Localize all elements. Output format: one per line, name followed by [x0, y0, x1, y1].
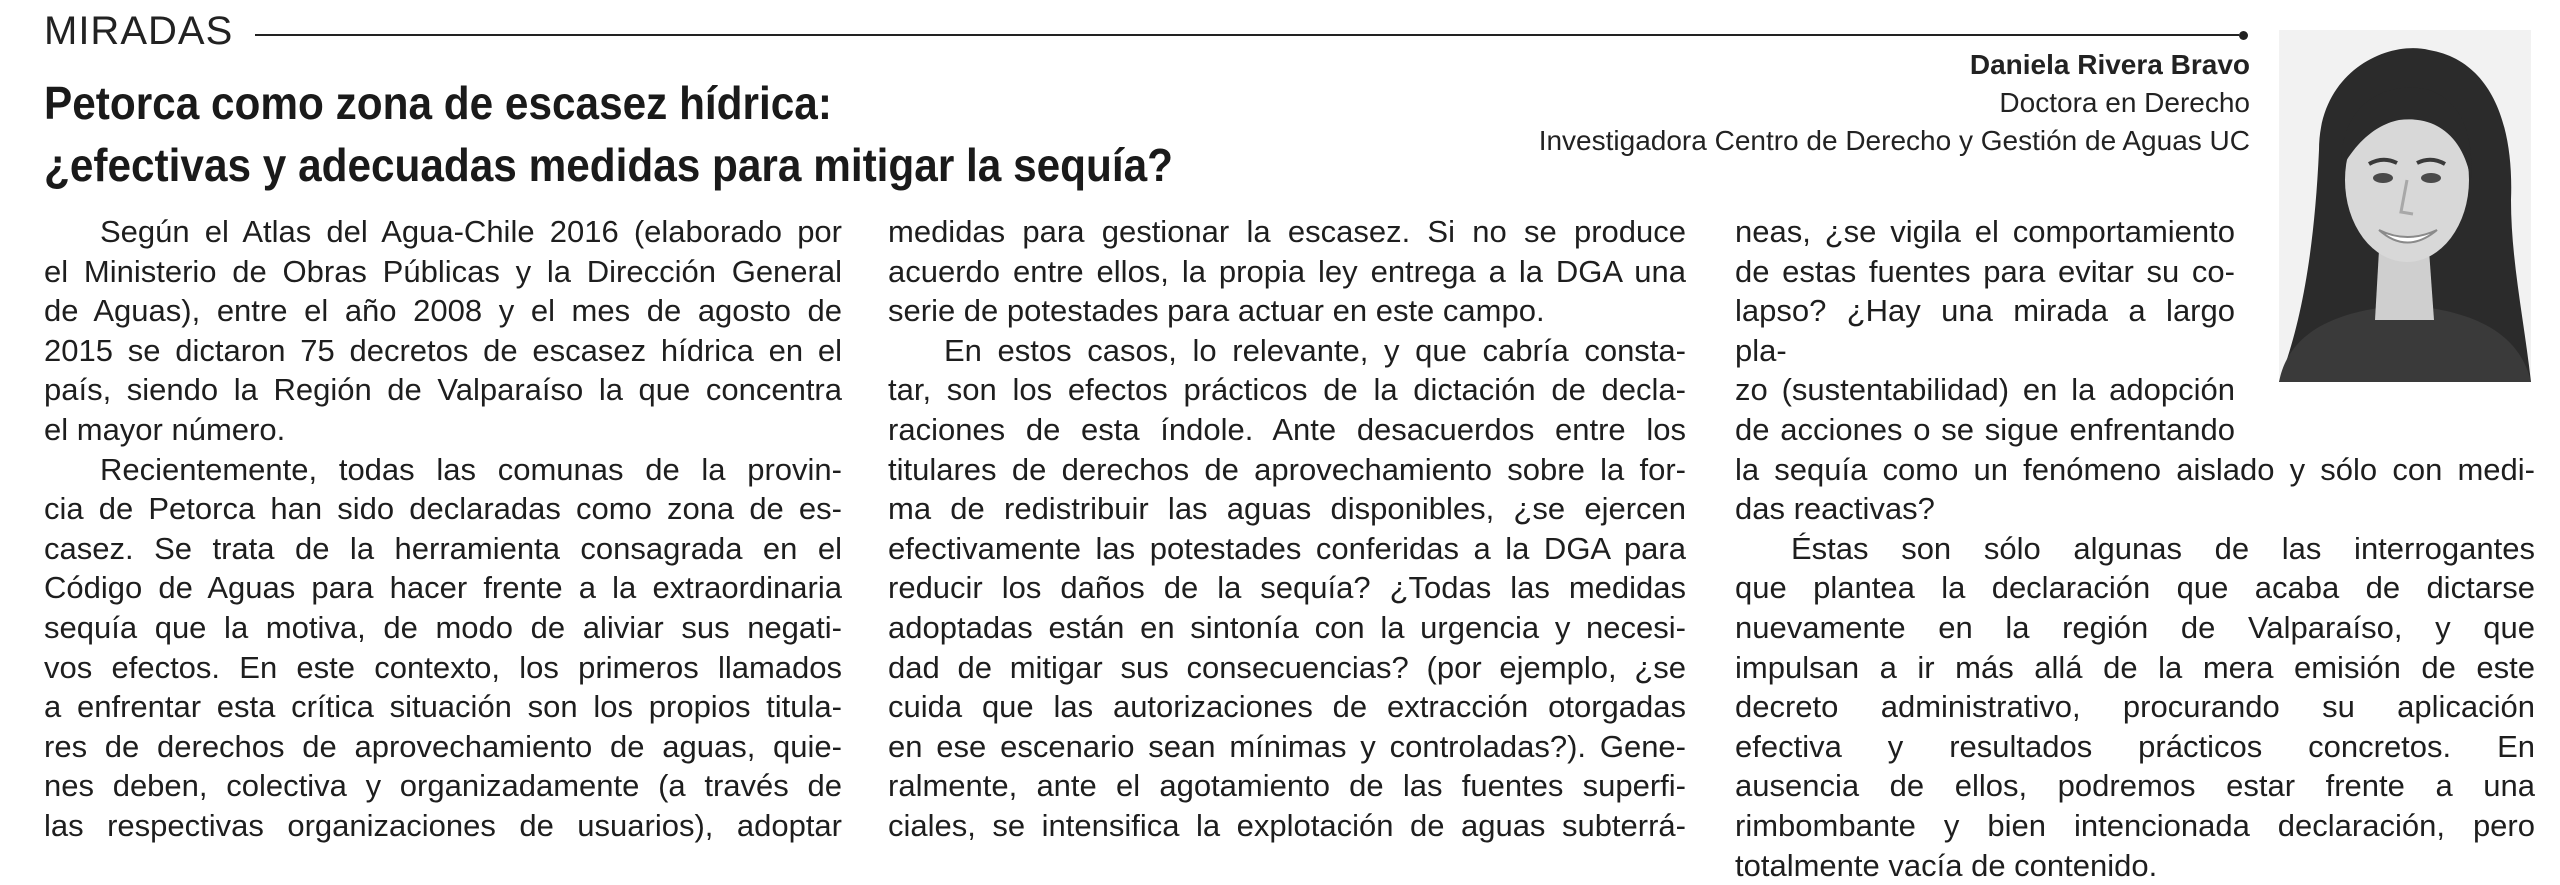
text-line: tar, son los efectos prácticos de la dictación de decla- — [888, 370, 1686, 410]
text-line: ralmente, ante el agotamiento de las fuentes superfi- — [888, 766, 1686, 806]
article-column-1 — [44, 212, 842, 846]
text-line: 2015 se dictaron 75 decretos de escasez hídrica en el — [44, 331, 842, 371]
text-line: nuevamente en la región de Valparaíso, y que — [1735, 608, 2535, 648]
text-line: en ese escenario sean mínimas y controladas?). Gene- — [888, 727, 1686, 767]
text-line: zo (sustentabilidad) en la adopción — [1735, 370, 2235, 410]
text-line: sequía que la motiva, de modo de aliviar sus negati- — [44, 608, 842, 648]
text-line: totalmente vacía de contenido. — [1735, 846, 2535, 885]
author-degree: Doctora en Derecho — [1539, 84, 2250, 122]
article-column-3 — [1735, 212, 2535, 885]
text-line: neas, ¿se vigila el comportamiento — [1735, 212, 2235, 252]
text-line: nes deben, colectiva y organizadamente (a través de — [44, 766, 842, 806]
text-line: cuida que las autorizaciones de extracción otorgadas — [888, 687, 1686, 727]
text-line: acuerdo entre ellos, la propia ley entrega a la DGA una — [888, 252, 1686, 292]
text-line: raciones de esta índole. Ante desacuerdos entre los — [888, 410, 1686, 450]
text-line: el mayor número. — [44, 410, 842, 450]
text-line: a enfrentar esta crítica situación son los propios titula- — [44, 687, 842, 727]
text-line: reducir los daños de la sequía? ¿Todas las medidas — [888, 568, 1686, 608]
headline-line-1: Petorca como zona de escasez hídrica: — [44, 72, 1332, 134]
text-line: decreto administrativo, procurando su aplicación — [1735, 687, 2535, 727]
text-line: rimbombante y bien intencionada declaración, pero — [1735, 806, 2535, 846]
text-line: titulares de derechos de aprovechamiento sobre la for- — [888, 450, 1686, 490]
headline-line-2: ¿efectivas y adecuadas medidas para mitigar la sequía? — [44, 134, 1332, 196]
text-line: Código de Aguas para hacer frente a la extraordinaria — [44, 568, 842, 608]
text-line: ciales, se intensifica la explotación de aguas subterrá- — [888, 806, 1686, 846]
author-affiliation: Investigadora Centro de Derecho y Gestión de Aguas UC — [1539, 122, 2250, 160]
author-byline — [1539, 46, 2250, 160]
text-line: las respectivas organizaciones de usuarios), adoptar — [44, 806, 842, 846]
text-line: medidas para gestionar la escasez. Si no se produce — [888, 212, 1686, 252]
author-name: Daniela Rivera Bravo — [1539, 46, 2250, 84]
text-line: ausencia de ellos, podremos estar frente a una — [1735, 766, 2535, 806]
section-label: MIRADAS — [44, 6, 233, 56]
text-line: En estos casos, lo relevante, y que cabría consta- — [888, 331, 1686, 371]
section-rule-dot — [2239, 31, 2248, 40]
text-line: res de derechos de aprovechamiento de aguas, quie- — [44, 727, 842, 767]
text-line: serie de potestades para actuar en este campo. — [888, 291, 1686, 331]
text-line: de acciones o se sigue enfrentando — [1735, 410, 2235, 450]
text-line: Recientemente, todas las comunas de la provin- — [44, 450, 842, 490]
text-line: efectivamente las potestades conferidas a la DGA para — [888, 529, 1686, 569]
text-line: país, siendo la Región de Valparaíso la que concentra — [44, 370, 842, 410]
article-headline — [44, 72, 1332, 196]
text-line: dad de mitigar sus consecuencias? (por ejemplo, ¿se — [888, 648, 1686, 688]
section-rule — [255, 34, 2239, 36]
text-line: Según el Atlas del Agua-Chile 2016 (elaborado por — [44, 212, 842, 252]
text-line: que plantea la declaración que acaba de dictarse — [1735, 568, 2535, 608]
text-line: el Ministerio de Obras Públicas y la Dirección General — [44, 252, 842, 292]
text-line: de Aguas), entre el año 2008 y el mes de agosto de — [44, 291, 842, 331]
text-line: impulsan a ir más allá de la mera emisión de este — [1735, 648, 2535, 688]
article-column-2 — [888, 212, 1686, 846]
text-line: das reactivas? — [1735, 489, 2535, 529]
text-line: cia de Petorca han sido declaradas como zona de es- — [44, 489, 842, 529]
text-line: casez. Se trata de la herramienta consagrada en el — [44, 529, 842, 569]
text-line: Éstas son sólo algunas de las interrogantes — [1735, 529, 2535, 569]
text-line: adoptadas están en sintonía con la urgencia y necesi- — [888, 608, 1686, 648]
text-line: la sequía como un fenómeno aislado y sólo con medi- — [1735, 450, 2535, 490]
text-line: lapso? ¿Hay una mirada a largo pla- — [1735, 291, 2235, 370]
text-line: de estas fuentes para evitar su co- — [1735, 252, 2235, 292]
text-line: vos efectos. En este contexto, los primeros llamados — [44, 648, 842, 688]
text-line: efectiva y resultados prácticos concretos. En — [1735, 727, 2535, 767]
text-line: ma de redistribuir las aguas disponibles, ¿se ejercen — [888, 489, 1686, 529]
